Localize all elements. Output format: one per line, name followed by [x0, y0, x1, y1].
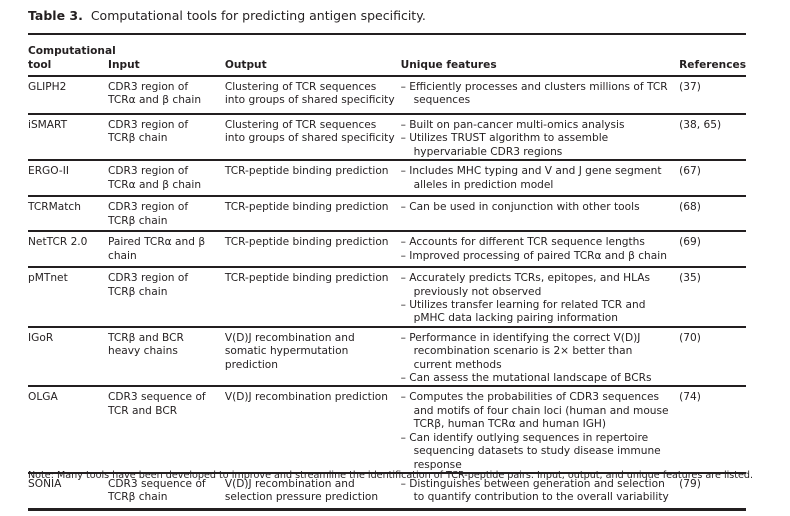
table-title: Computational tools for predicting antigen specificity.: [90, 8, 426, 23]
references-cell: (79): [679, 477, 701, 490]
header-tool: Computational tool: [28, 45, 116, 71]
output-cell: TCR-peptide binding prediction: [224, 165, 389, 178]
input-cell: CDR3 region of TCRα and β chain: [108, 165, 202, 191]
table-row: [28, 114, 746, 160]
feature-item: – Computes the probabilities of CDR3 sequences and motifs of four chain loci (human and mouse TCRβ, human TCRα and human IGH): [401, 391, 672, 431]
table-caption: [28, 8, 426, 23]
output-cell: V(D)J recombination and somatic hypermutation prediction: [224, 331, 355, 371]
feature-item: – Accurately predicts TCRs, epitopes, and HLAs previously not observed: [401, 272, 672, 299]
features-cell: [401, 76, 680, 114]
tool-cell: ERGO-II: [28, 165, 69, 178]
feature-item: – Utilizes transfer learning for related TCR and pMHC data lacking pairing information: [401, 299, 672, 326]
tool-cell: NetTCR 2.0: [28, 236, 88, 249]
feature-item: – Accounts for different TCR sequence lengths: [401, 236, 672, 249]
input-cell: CDR3 region of TCRβ chain: [108, 272, 189, 298]
tool-cell: IGoR: [28, 331, 54, 344]
table-note: Note: Many tools have been developed to improve and streamline the identification of TCR-peptide pairs. Input, output, and unique features are listed.: [28, 470, 754, 481]
feature-item: – Efficiently processes and clusters millions of TCR sequences: [401, 81, 672, 108]
features-cell: [401, 231, 680, 267]
input-cell: CDR3 region of TCRβ chain: [108, 201, 189, 227]
tool-cell: GLIPH2: [28, 81, 67, 93]
table-row: [28, 196, 746, 231]
output-cell: TCR-peptide binding prediction: [224, 236, 389, 249]
table-row: [28, 267, 746, 327]
output-cell: V(D)J recombination and selection pressure prediction: [224, 477, 379, 504]
features-cell: [401, 114, 680, 160]
tool-cell: TCRMatch: [28, 201, 81, 214]
header-input: Input: [108, 58, 140, 71]
features-cell: [401, 160, 680, 196]
table-row: [28, 231, 746, 267]
tool-cell: pMTnet: [28, 272, 68, 285]
features-cell: [401, 196, 680, 231]
header-output: Output: [224, 58, 267, 71]
table-row: [28, 160, 746, 196]
references-cell: (68): [679, 201, 701, 214]
input-cell: CDR3 sequence of TCR and BCR: [108, 391, 206, 417]
features-cell: [401, 327, 680, 387]
references-cell: (69): [679, 236, 701, 249]
features-cell: [401, 386, 680, 472]
header-row: [28, 34, 746, 76]
references-cell: (37): [679, 81, 701, 93]
feature-item: – Built on pan-cancer multi-omics analysis: [401, 119, 672, 132]
references-cell: (74): [679, 391, 701, 404]
feature-item: – Can assess the mutational landscape of BCRs: [401, 372, 672, 385]
header-references: References: [679, 58, 746, 71]
features-cell: [401, 267, 680, 327]
references-cell: (67): [679, 165, 701, 178]
references-cell: (35): [679, 272, 701, 285]
input-cell: Paired TCRα and β chain: [108, 236, 206, 262]
output-cell: V(D)J recombination prediction: [224, 391, 388, 404]
tools-table: [28, 33, 746, 511]
table-row: [28, 327, 746, 387]
output-cell: Clustering of TCR sequences into groups of shared specificity: [224, 81, 395, 107]
feature-item: – Improved processing of paired TCRα and β chain: [401, 250, 672, 263]
tool-cell: OLGA: [28, 391, 58, 404]
references-cell: (70): [679, 331, 701, 344]
feature-item: – Utilizes TRUST algorithm to assemble hypervariable CDR3 regions: [401, 132, 672, 159]
feature-item: – Can be used in conjunction with other tools: [401, 201, 672, 214]
output-cell: TCR-peptide binding prediction: [224, 201, 389, 214]
table-row: [28, 386, 746, 472]
input-cell: CDR3 region of TCRβ chain: [108, 119, 189, 145]
feature-item: – Performance in identifying the correct V(D)J recombination scenario is 2× better than current methods: [401, 332, 672, 372]
header-features: Unique features: [400, 58, 497, 71]
input-cell: CDR3 sequence of TCRβ chain: [108, 477, 206, 504]
tool-cell: iSMART: [28, 119, 68, 131]
feature-item: – Includes MHC typing and V and J gene segment alleles in prediction model: [401, 165, 672, 192]
feature-item: – Can identify outlying sequences in repertoire sequencing datasets to study disease immune response: [401, 432, 672, 472]
table-label: Table 3.: [28, 8, 83, 23]
output-cell: TCR-peptide binding prediction: [224, 272, 389, 285]
references-cell: (38, 65): [679, 119, 722, 131]
tool-cell: SONIA: [28, 477, 62, 490]
input-cell: TCRβ and BCR heavy chains: [108, 331, 184, 358]
output-cell: Clustering of TCR sequences into groups of shared specificity: [224, 119, 395, 145]
input-cell: CDR3 region of TCRα and β chain: [108, 81, 202, 107]
feature-item: – Distinguishes between generation and selection to quantify contribution to the overall variability: [401, 478, 672, 505]
table-row: [28, 76, 746, 114]
